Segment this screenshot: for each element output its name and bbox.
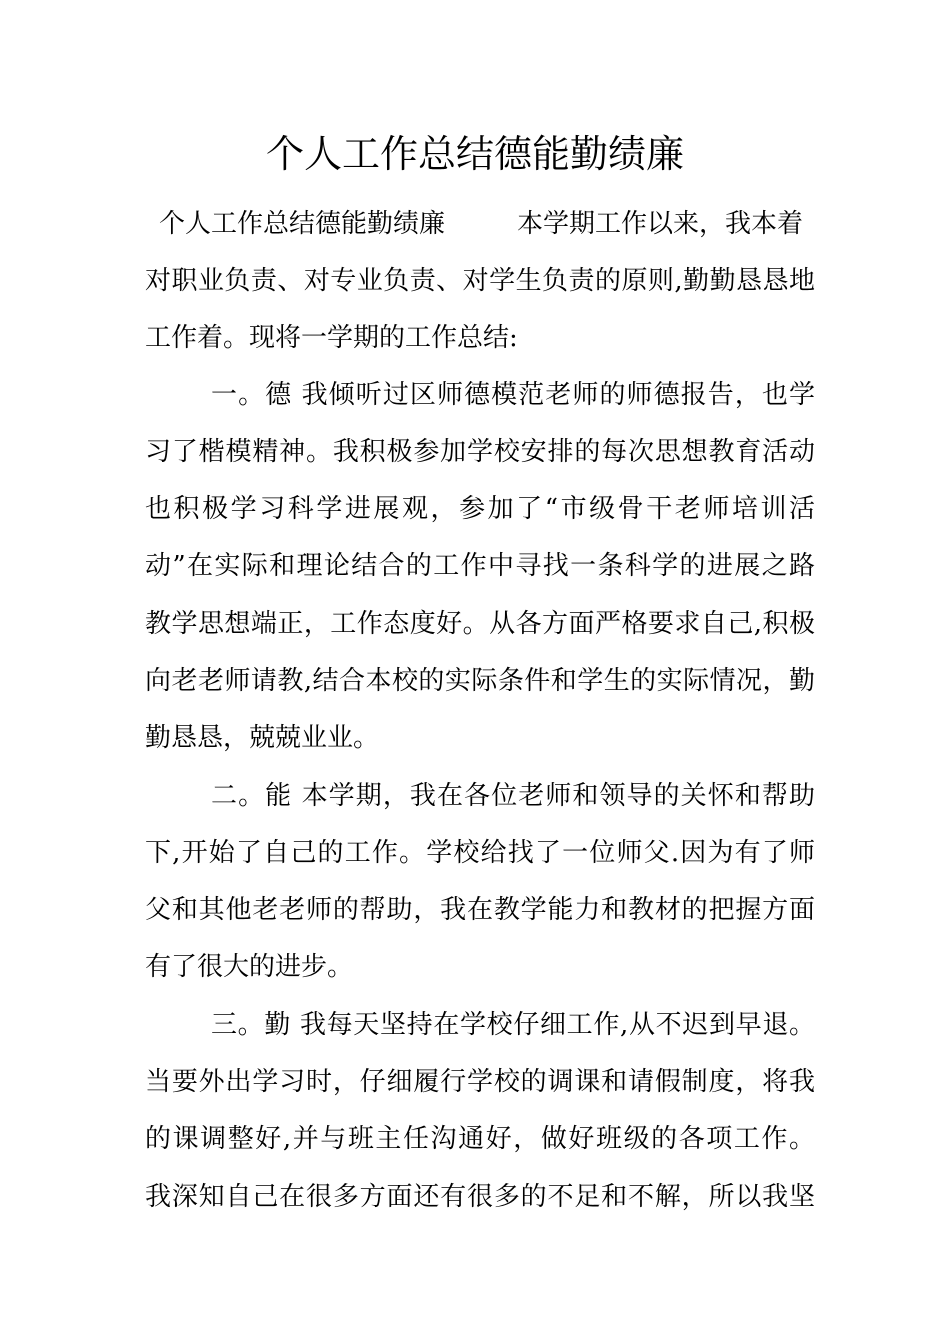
paragraph-line: 工作着。现将一学期的工作总结:	[145, 323, 518, 353]
paragraph-line: 我深知自己在很多方面还有很多的不足和不解，所以我坚	[145, 1182, 815, 1212]
paragraph-line: 当要外出学习时，仔细履行学校的调课和请假制度，将我	[145, 1067, 815, 1097]
paragraph-line	[145, 195, 815, 253]
document-title: 个人工作总结德能勤绩廉	[265, 132, 684, 176]
paragraph-line: 一。德 我倾听过区师德模范老师的师德报告，也学	[211, 380, 815, 410]
paragraph-line: 教学思想端正，工作态度好。从各方面严格要求自己,积极	[145, 609, 815, 639]
paragraph-line: 动”在实际和理论结合的工作中寻找一条科学的进展之路	[145, 551, 815, 581]
paragraph-line: 二。能 本学期，我在各位老师和领导的关怀和帮助	[211, 781, 815, 811]
line-text: 本学期工作以来，我本着	[517, 209, 804, 239]
paragraph-line: 下,开始了自己的工作。学校给找了一位师父.因为有了师	[145, 838, 815, 868]
paragraph-line: 父和其他老老师的帮助，我在教学能力和教材的把握方面	[145, 895, 815, 925]
paragraph-line: 三。勤 我每天坚持在学校仔细工作,从不迟到早退。	[211, 1010, 815, 1040]
paragraph-line: 的课调整好,并与班主任沟通好，做好班级的各项工作。	[145, 1124, 815, 1154]
paragraph-line: 也积极学习科学进展观，参加了“市级骨干老师培训活	[145, 494, 815, 524]
paragraph-line: 向老老师请教,结合本校的实际条件和学生的实际情况，勤	[145, 666, 815, 696]
paragraph-line: 有了很大的进步。	[145, 952, 354, 982]
inline-heading: 个人工作总结德能勤绩廉	[159, 209, 446, 239]
paragraph-line: 习了楷模精神。我积极参加学校安排的每次思想教育活动	[145, 437, 815, 467]
paragraph-line: 勤恳恳，兢兢业业。	[145, 723, 380, 753]
paragraph-line: 对职业负责、对专业负责、对学生负责的原则,勤勤恳恳地	[145, 266, 815, 296]
